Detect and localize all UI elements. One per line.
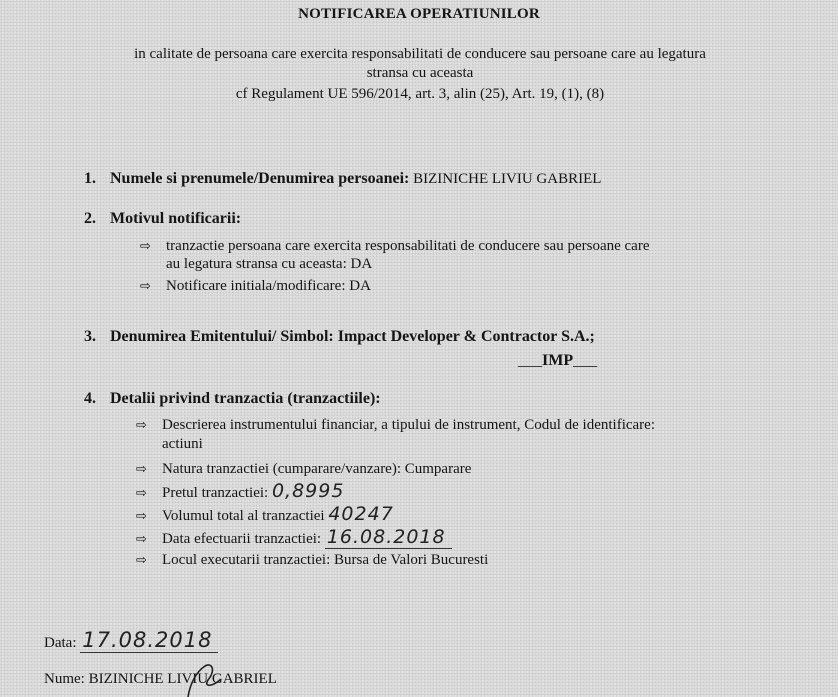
symbol-value: IMP	[542, 352, 574, 369]
section-4-heading: Detalii privind tranzactia (tranzactiile):	[110, 390, 381, 407]
handwritten-footer-date: 17.08.2018	[80, 628, 218, 653]
footer-name: Nume: BIZINICHE LIVIU GABRIEL	[44, 671, 277, 687]
date-label: Data efectuarii tranzactiei:	[162, 531, 325, 547]
handwritten-transaction-date: 16.08.2018	[325, 526, 452, 549]
section-4-item-place	[136, 551, 488, 570]
section-2-item	[140, 277, 371, 296]
section-1-number: 1.	[84, 170, 96, 187]
arrow-right-icon: ⇨	[136, 532, 147, 547]
section-2-item-1-line-1: tranzactie persoana care exercita responsabilitati de conducere sau persoane care	[166, 238, 650, 254]
arrow-right-icon: ⇨	[140, 239, 151, 254]
section-4-item-date	[136, 528, 452, 549]
document-title: NOTIFICAREA OPERATIUNILOR	[298, 6, 540, 22]
section-1-separator: :	[404, 170, 410, 187]
footer-date-label: Data:	[44, 635, 81, 651]
section-1	[84, 170, 601, 188]
section-3	[84, 328, 595, 346]
nature-label: Natura tranzactiei (cumparare/vanzare): Cumparare	[162, 461, 472, 477]
signature-mark	[150, 640, 270, 697]
section-4	[84, 390, 381, 408]
section-2-item	[140, 237, 649, 256]
issuer-symbol	[518, 352, 597, 370]
arrow-right-icon: ⇨	[136, 462, 147, 477]
symbol-prefix: ___	[518, 352, 542, 369]
description-label: Descrierea instrumentului financiar, a tipului de instrument, Codul de identificare:	[162, 417, 655, 433]
handwritten-volume: 40247	[328, 503, 394, 525]
section-4-item-price	[136, 482, 344, 503]
subtitle-line-2: stransa cu aceasta	[366, 65, 474, 81]
section-4-item-volume	[136, 505, 394, 526]
arrow-right-icon: ⇨	[136, 486, 147, 501]
handwritten-price: 0,8995	[271, 480, 345, 502]
arrow-right-icon: ⇨	[140, 279, 151, 294]
section-2-heading: Motivul notificarii:	[110, 210, 242, 227]
volume-label: Volumul total al tranzactiei	[162, 508, 329, 524]
section-2-item-1-line-2: au legatura stransa cu aceasta: DA	[166, 256, 373, 272]
arrow-right-icon: ⇨	[136, 553, 147, 568]
subtitle-line-3: cf Regulament UE 596/2014, art. 3, alin (25), Art. 19, (1), (8)	[235, 86, 605, 102]
section-3-heading: Denumirea Emitentului/ Simbol: Impact Developer & Contractor S.A.;	[110, 328, 595, 345]
subtitle-line-1: in calitate de persoana care exercita responsabilitati de conducere sau persoane care au legatura	[134, 46, 706, 62]
section-3-number: 3.	[84, 328, 96, 345]
section-1-heading: Numele si prenumele/Denumirea persoanei	[110, 170, 405, 187]
description-continuation: actiuni	[162, 436, 203, 452]
place-label: Locul executarii tranzactiei: Bursa de Valori Bucuresti	[162, 552, 489, 568]
symbol-suffix: ___	[573, 352, 598, 369]
section-2-item-2: Notificare initiala/modificare: DA	[166, 278, 371, 294]
section-4-item-nature	[136, 460, 471, 479]
section-4-item-description	[136, 416, 655, 435]
arrow-right-icon: ⇨	[136, 418, 147, 433]
section-2	[84, 210, 241, 228]
section-1-value: BIZINICHE LIVIU GABRIEL	[409, 171, 602, 187]
section-4-number: 4.	[84, 390, 96, 407]
price-label: Pretul tranzactiei:	[162, 485, 272, 501]
arrow-right-icon: ⇨	[136, 509, 147, 524]
section-2-number: 2.	[84, 210, 96, 227]
